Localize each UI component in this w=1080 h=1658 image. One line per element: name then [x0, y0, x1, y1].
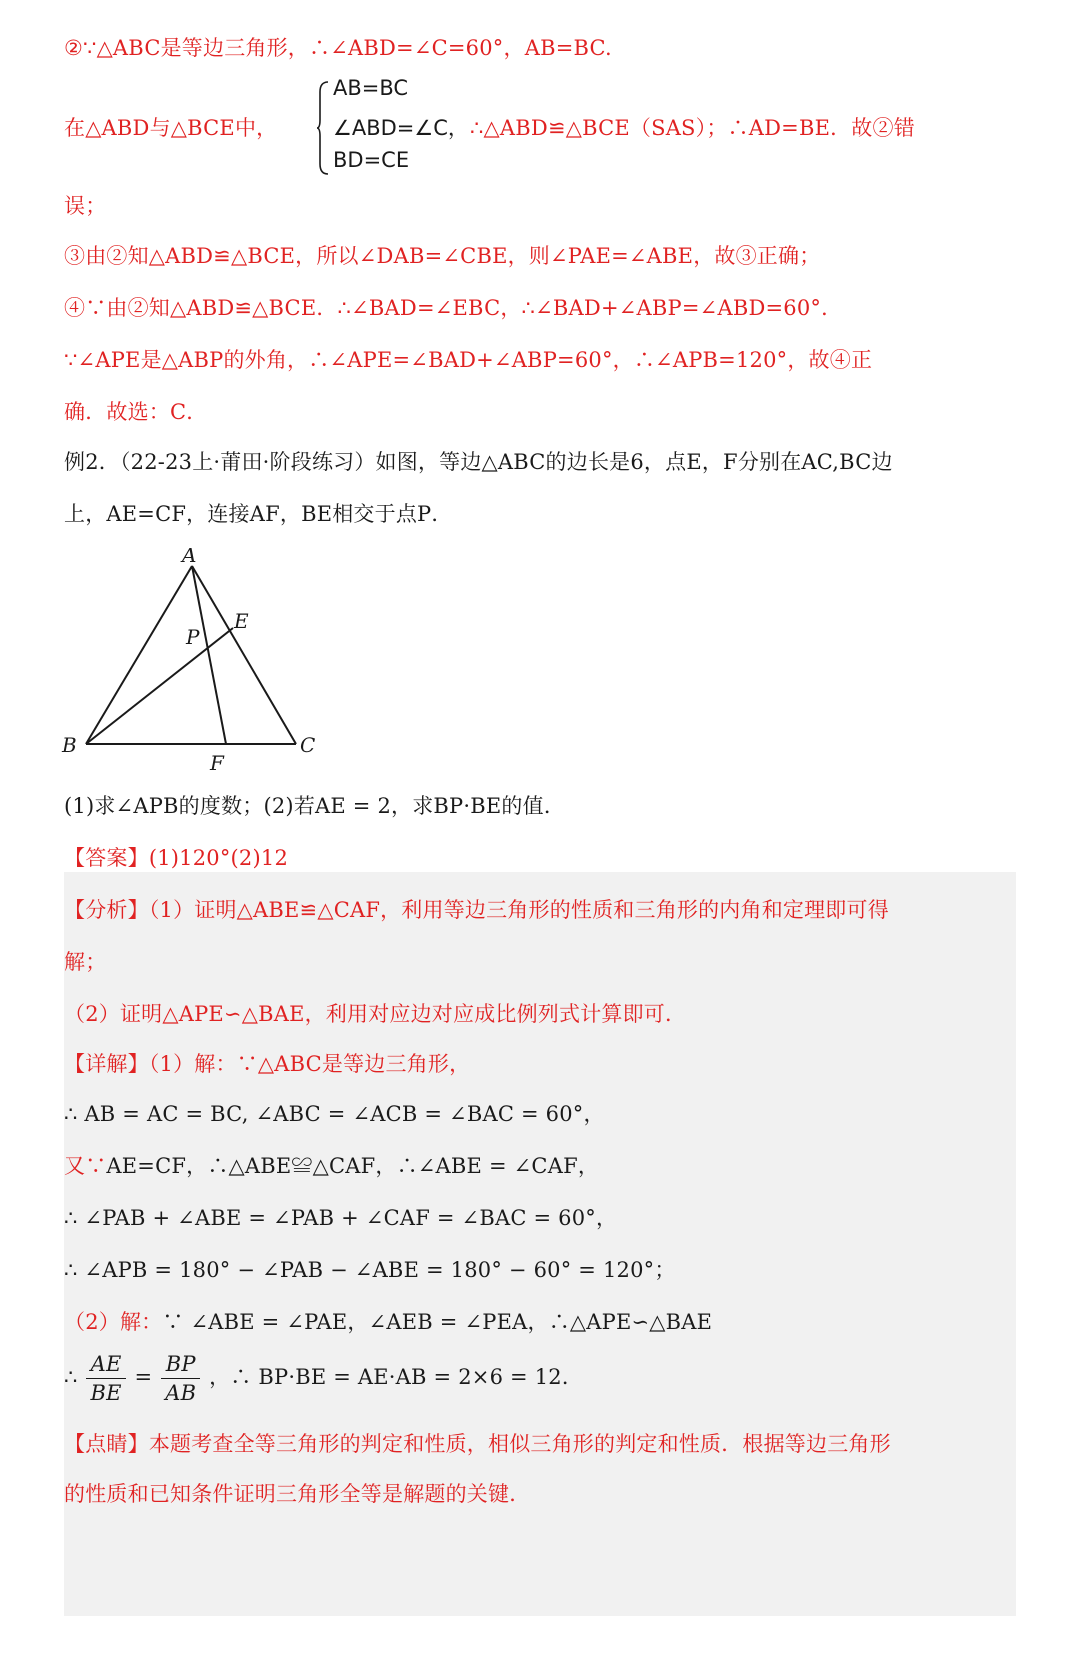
- side-ac: [192, 566, 296, 744]
- answer-value: (1)120°(2)12: [148, 846, 289, 870]
- detail-text-3a: 又∵: [64, 1154, 107, 1178]
- fraction-2-denominator: AB: [165, 1381, 197, 1405]
- item4-text-c: 确．故选：C．: [64, 400, 208, 424]
- detail-text-3b: AE=CF，∴△ABE≌△CAF，∴∠ABE = ∠CAF，: [106, 1154, 600, 1178]
- vertex-label-a: A: [182, 548, 197, 567]
- system-equation-1: AB=BC: [333, 76, 409, 100]
- analysis-tag: 【分析】: [64, 898, 149, 922]
- detail-text-1: （1）解：∵△ABC是等边三角形，: [148, 1052, 471, 1076]
- vertex-label-b: B: [62, 733, 77, 757]
- segment-be: [86, 628, 233, 744]
- answer-tag: 【答案】: [64, 846, 149, 870]
- item4-text-a: ④∵由②知△ABD≌△BCE．∴∠BAD=∠EBC，∴∠BAD+∠ABP=∠ABD=60°．: [64, 296, 843, 320]
- fraction-1-numerator: AE: [86, 1350, 125, 1379]
- segment-af: [192, 566, 226, 744]
- item2-in-text: 在△ABD与△BCE中，: [64, 116, 278, 140]
- point-label-f: F: [210, 751, 224, 775]
- fraction-2-numerator: BP: [161, 1350, 200, 1379]
- item2-tail: ∴△ABD≌△BCE（SAS）；∴AD=BE．故②错: [470, 116, 915, 140]
- point-label-p: P: [186, 625, 200, 649]
- system-equation-3: BD=CE: [333, 148, 410, 172]
- detail-line-3: [64, 1150, 599, 1180]
- comment-line-1: [64, 1428, 891, 1458]
- item3-text: ③由②知△ABD≌△BCE，所以∠DAB=∠CBE，则∠PAE=∠ABE，故③正确；: [64, 244, 821, 268]
- item4-text-b: ∵∠APE是△ABP的外角，∴∠APE=∠BAD+∠ABP=60°，∴∠APB=120°，故④正: [64, 348, 873, 372]
- comment-tag: 【点睛】: [64, 1432, 149, 1456]
- analysis-text-2: （2）证明△APE∽△BAE，利用对应边对应成比例列式计算即可．: [64, 1002, 687, 1026]
- triangle-figure: [56, 548, 336, 776]
- system-equation-2: ∠ABD=∠C，: [333, 116, 469, 140]
- detail-line-6: [64, 1306, 712, 1336]
- question-text: (1)求∠APB的度数；(2)若AE = 2，求BP·BE的值．: [64, 794, 566, 818]
- detail-7-post: ，∴ BP·BE = AE·AB = 2×6 = 12．: [209, 1365, 584, 1389]
- equals-sign: =: [134, 1365, 153, 1389]
- analysis-text-1b: 解；: [64, 950, 107, 974]
- vertex-label-c: C: [300, 733, 316, 757]
- fraction-1-denominator: BE: [90, 1381, 122, 1405]
- detail-7-pre: ∴: [64, 1365, 78, 1389]
- analysis-text-1: （1）证明△ABE≌△CAF，利用等边三角形的性质和三角形的内角和定理即可得: [148, 898, 889, 922]
- comment-text-1: 本题考查全等三角形的判定和性质，相似三角形的判定和性质．根据等边三角形: [148, 1432, 891, 1456]
- point-label-e: E: [234, 609, 249, 633]
- detail-text-5: ∴ ∠APB = 180° − ∠PAB − ∠ABE = 180° − 60° = 120°；: [64, 1258, 676, 1282]
- answer-line: [64, 842, 288, 872]
- side-ab: [86, 566, 192, 744]
- analysis-line-1: [64, 894, 889, 924]
- item2-tail2: 误；: [64, 194, 107, 218]
- detail-text-6a: （2）解：: [64, 1310, 163, 1334]
- item2-head: ②∵△ABC是等边三角形，∴∠ABD=∠C=60°，AB=BC.: [64, 36, 612, 60]
- detail-text-2: ∴ AB = AC = BC, ∠ABC = ∠ACB = ∠BAC = 60°，: [64, 1102, 605, 1126]
- example-line-2: 上，AE=CF，连接AF，BE相交于点P．: [64, 502, 453, 526]
- detail-line-1: [64, 1048, 470, 1078]
- left-brace-icon: [316, 80, 330, 176]
- comment-text-2: 的性质和已知条件证明三角形全等是解题的关键．: [64, 1482, 531, 1506]
- detail-text-4: ∴ ∠PAB + ∠ABE = ∠PAB + ∠CAF = ∠BAC = 60°，: [64, 1206, 618, 1230]
- fraction-bp-ab: [161, 1350, 200, 1407]
- detail-tag: 【详解】: [64, 1052, 149, 1076]
- detail-line-7: [64, 1350, 583, 1407]
- fraction-ae-be: [86, 1350, 125, 1407]
- example-line-1: 例2．（22-23上·莆田·阶段练习）如图，等边△ABC的边长是6，点E，F分别在AC,BC边: [64, 450, 893, 474]
- detail-text-6b: ∵ ∠ABE = ∠PAE，∠AEB = ∠PEA，∴△APE∽△BAE: [162, 1310, 713, 1334]
